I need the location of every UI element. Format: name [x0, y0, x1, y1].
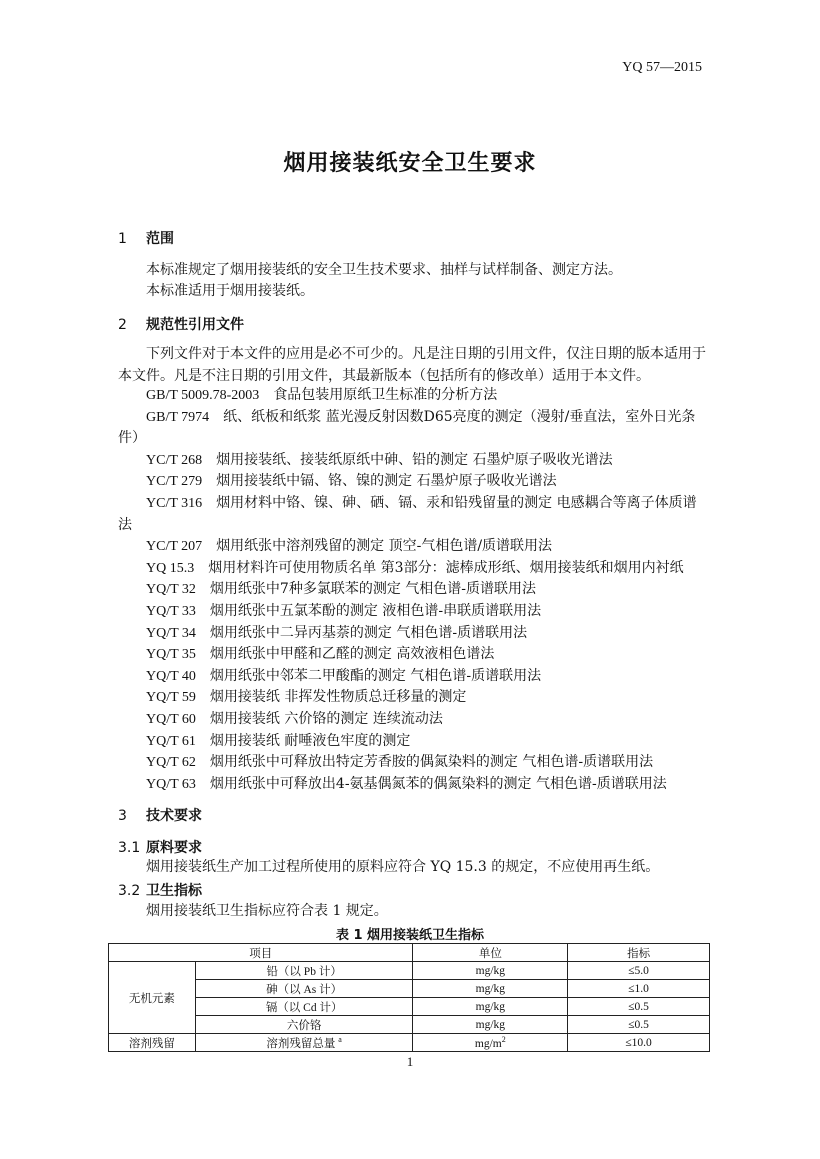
reference-code: GB/T 7974	[146, 409, 210, 425]
section-3-heading	[118, 805, 202, 825]
reference-code: GB/T 5009.78-2003	[146, 388, 260, 403]
table-caption: 表 1 烟用接装纸卫生指标	[335, 928, 485, 943]
table-row	[109, 980, 710, 998]
cell-unit: mg/kg	[413, 1016, 568, 1034]
reference-code: YQ/T 63	[146, 776, 196, 792]
reference-title: 烟用接装纸 六价铬的测定 连续流动法	[209, 710, 443, 727]
table-row	[109, 998, 710, 1016]
section-title: 原料要求	[146, 840, 202, 856]
group-label: 无机元素	[109, 962, 196, 1034]
table-row	[109, 1034, 710, 1052]
reference-title: 烟用材料中铬、镍、砷、硒、镉、汞和铅残留量的测定 电感耦合等离子体质谱法	[118, 494, 697, 533]
reference-item	[118, 450, 706, 472]
reference-item	[118, 536, 706, 558]
reference-title: 纸、纸板和纸浆 蓝光漫反射因数D65亮度的测定（漫射/垂直法，室外日光条件）	[118, 408, 696, 447]
header-item: 项目	[109, 944, 413, 962]
item-text: 溶剂残留总量	[266, 1037, 336, 1050]
cell-unit: mg/kg	[413, 980, 568, 998]
reference-item	[118, 644, 706, 666]
cell-item: 砷（以 As 计）	[195, 980, 413, 998]
section-1-heading	[118, 228, 174, 248]
reference-code: YQ/T 61	[146, 733, 196, 749]
reference-code: YQ/T 40	[146, 668, 196, 684]
cell-item: 镉（以 Cd 计）	[195, 998, 413, 1016]
reference-code: YQ/T 62	[146, 755, 196, 771]
footnote-mark: a	[338, 1034, 342, 1044]
section-3-2-heading	[118, 880, 202, 900]
reference-item	[118, 493, 706, 536]
table-row	[109, 1016, 710, 1034]
header-unit: 单位	[413, 944, 568, 962]
section-title: 卫生指标	[146, 883, 202, 899]
reference-code: YQ/T 35	[146, 647, 196, 663]
table-header-row	[109, 944, 710, 962]
reference-code: YQ/T 59	[146, 690, 196, 706]
reference-code: YQ/T 34	[146, 625, 196, 641]
document-title: 烟用接装纸安全卫生要求	[283, 151, 537, 176]
table-row	[109, 962, 710, 980]
section-1-para-1: 本标准规定了烟用接装纸的安全卫生技术要求、抽样与试样制备、测定方法。	[146, 262, 622, 278]
section-2-heading	[118, 314, 244, 334]
reference-item	[118, 731, 706, 753]
reference-title: 烟用纸张中可释放出4-氨基偶氮苯的偶氮染料的测定 气相色谱-质谱联用法	[209, 775, 667, 792]
reference-code: YC/T 316	[146, 495, 203, 511]
cell-value: ≤0.5	[568, 998, 710, 1016]
reference-code: YQ 15.3	[146, 560, 195, 576]
cell-value: ≤10.0	[568, 1034, 710, 1052]
reference-list	[118, 385, 706, 795]
section-title: 规范性引用文件	[146, 317, 244, 333]
reference-title: 烟用接装纸、接装纸原纸中砷、铅的测定 石墨炉原子吸收光谱法	[216, 451, 613, 468]
reference-title: 烟用接装纸 非挥发性物质总迁移量的测定	[209, 689, 467, 706]
reference-title: 烟用纸张中五氯苯酚的测定 液相色谱-串联质谱联用法	[209, 602, 542, 619]
cell-unit: mg/kg	[413, 962, 568, 980]
reference-code: YQ/T 33	[146, 603, 196, 619]
section-3-1-heading	[118, 837, 202, 857]
section-3-2-para: 烟用接装纸卫生指标应符合表 1 规定。	[146, 903, 388, 919]
reference-title: 烟用纸张中溶剂残留的测定 顶空-气相色谱/质谱联用法	[216, 538, 553, 555]
reference-item	[118, 558, 706, 580]
reference-title: 烟用纸张中甲醛和乙醛的测定 高效液相色谱法	[209, 646, 495, 663]
section-title: 技术要求	[146, 808, 202, 824]
section-1-para-2: 本标准适用于烟用接装纸。	[146, 283, 314, 299]
cell-item	[195, 1034, 413, 1052]
reference-item	[118, 709, 706, 731]
reference-title: 烟用接装纸 耐唾液色牢度的测定	[209, 732, 411, 749]
section-number: 1	[118, 231, 127, 247]
section-2-intro: 下列文件对于本文件的应用是必不可少的。凡是注日期的引用文件，仅注日期的版本适用于本文件。凡是不注日期的引用文件，其最新版本（包括所有的修改单）适用于本文件。	[118, 346, 706, 384]
reference-code: YC/T 268	[146, 452, 203, 468]
reference-title: 烟用纸张中邻苯二甲酸酯的测定 气相色谱-质谱联用法	[209, 667, 542, 684]
cell-unit: mg/kg	[413, 998, 568, 1016]
reference-title: 烟用纸张中7种多氯联苯的测定 气相色谱-质谱联用法	[209, 581, 537, 598]
group-label: 溶剂残留	[109, 1034, 196, 1052]
reference-item	[118, 774, 706, 796]
page-number: 1	[406, 1054, 414, 1069]
reference-item	[118, 579, 706, 601]
reference-code: YC/T 279	[146, 474, 203, 490]
reference-item	[118, 666, 706, 688]
reference-item	[118, 471, 706, 493]
cell-item: 六价铬	[195, 1016, 413, 1034]
reference-item	[118, 601, 706, 623]
cell-value: ≤5.0	[568, 962, 710, 980]
reference-item	[118, 407, 706, 450]
reference-item	[118, 752, 706, 774]
reference-title: 烟用接装纸中镉、铬、镍的测定 石墨炉原子吸收光谱法	[216, 473, 557, 490]
reference-title: 食品包装用原纸卫生标准的分析方法	[273, 387, 498, 403]
cell-value: ≤0.5	[568, 1016, 710, 1034]
section-title: 范围	[146, 231, 174, 247]
unit-text: mg/m	[474, 1037, 502, 1050]
reference-item	[118, 623, 706, 645]
section-number: 3	[118, 808, 127, 824]
cell-unit	[413, 1034, 568, 1052]
hygiene-index-table	[108, 943, 710, 1052]
section-number: 3.1	[118, 840, 141, 856]
section-3-1-para: 烟用接装纸生产加工过程所使用的原料应符合 YQ 15.3 的规定，不应使用再生纸。	[146, 859, 660, 875]
reference-code: YC/T 207	[146, 539, 203, 555]
section-number: 2	[118, 317, 127, 333]
header-index: 指标	[568, 944, 710, 962]
reference-code: YQ/T 60	[146, 711, 196, 727]
cell-item: 铅（以 Pb 计）	[195, 962, 413, 980]
reference-title: 烟用纸张中可释放出特定芳香胺的偶氮染料的测定 气相色谱-质谱联用法	[209, 754, 654, 771]
unit-exponent: 2	[501, 1035, 506, 1045]
reference-item	[118, 687, 706, 709]
standard-code: YQ 57—2015	[622, 60, 702, 75]
cell-value: ≤1.0	[568, 980, 710, 998]
reference-title: 烟用纸张中二异丙基萘的测定 气相色谱-质谱联用法	[209, 624, 528, 641]
reference-code: YQ/T 32	[146, 582, 196, 598]
reference-item	[118, 385, 706, 407]
reference-title: 烟用材料许可使用物质名单 第3部分：滤棒成形纸、烟用接装纸和烟用内衬纸	[208, 559, 684, 576]
section-number: 3.2	[118, 883, 141, 899]
